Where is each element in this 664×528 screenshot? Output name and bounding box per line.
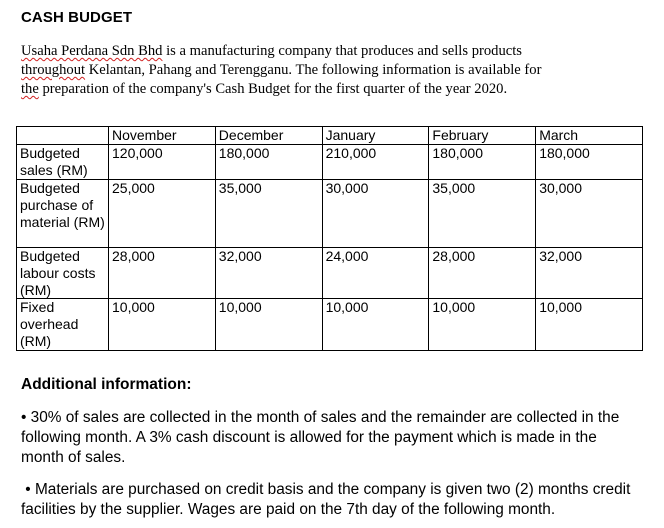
table-row-labour bbox=[17, 248, 643, 299]
row-label: Budgeted purchase of material (RM) bbox=[17, 180, 109, 248]
table-cell: 32,000 bbox=[536, 248, 643, 299]
table-cell: 10,000 bbox=[536, 299, 643, 350]
month-header: March bbox=[536, 127, 643, 145]
month-header: December bbox=[215, 127, 322, 145]
table-cell: 25,000 bbox=[109, 180, 216, 248]
bullet-item bbox=[21, 480, 641, 520]
intro-line-1: is a manufacturing company that produces and sells products bbox=[162, 43, 522, 59]
intro-line-3: preparation of the company's Cash Budget for the first quarter of the year 2020. bbox=[38, 81, 508, 97]
intro-word-throughout: throughout bbox=[21, 62, 86, 78]
budget-table bbox=[16, 126, 643, 351]
table-cell: 35,000 bbox=[215, 180, 322, 248]
month-header: February bbox=[429, 127, 536, 145]
table-cell: 120,000 bbox=[109, 145, 216, 180]
bullet-dot: • bbox=[21, 409, 31, 426]
company-name: Usaha Perdana Sdn Bhd bbox=[21, 43, 163, 59]
table-cell: 28,000 bbox=[109, 248, 216, 299]
table-header-row bbox=[17, 127, 643, 145]
month-header: January bbox=[322, 127, 429, 145]
table-cell: 32,000 bbox=[215, 248, 322, 299]
bullet-dot: • bbox=[25, 481, 35, 498]
month-header: November bbox=[109, 127, 216, 145]
table-row-sales bbox=[17, 145, 643, 180]
bullet-text: Materials are purchased on credit basis and the company is given two (2) months credit facilities by the supplier. Wages are paid on the 7th day of the following month. bbox=[21, 481, 631, 518]
intro-word-the: the bbox=[21, 81, 39, 97]
additional-info-heading: Additional information: bbox=[21, 376, 192, 393]
intro-line-2: Kelantan, Pahang and Terengganu. The following information is available for bbox=[85, 62, 542, 78]
document-title: CASH BUDGET bbox=[21, 9, 133, 26]
table-cell: 10,000 bbox=[109, 299, 216, 350]
table-cell: 30,000 bbox=[536, 180, 643, 248]
table-cell: 210,000 bbox=[322, 145, 429, 180]
row-label: Budgeted sales (RM) bbox=[17, 145, 109, 180]
table-cell: 28,000 bbox=[429, 248, 536, 299]
table-cell: 180,000 bbox=[215, 145, 322, 180]
table-cell: 30,000 bbox=[322, 180, 429, 248]
intro-paragraph bbox=[21, 42, 631, 99]
table-cell: 10,000 bbox=[215, 299, 322, 350]
table-cell: 24,000 bbox=[322, 248, 429, 299]
row-label: Fixed overhead (RM) bbox=[17, 299, 109, 350]
table-cell: 180,000 bbox=[429, 145, 536, 180]
table-cell: 10,000 bbox=[322, 299, 429, 350]
bullet-item bbox=[21, 408, 641, 468]
bullet-text: 30% of sales are collected in the month of sales and the remainder are collected in the following month. A 3% cash discount is allowed for the payment which is made in the month of sales. bbox=[21, 409, 620, 466]
table-cell: 35,000 bbox=[429, 180, 536, 248]
table-cell: 10,000 bbox=[429, 299, 536, 350]
table-cell: 180,000 bbox=[536, 145, 643, 180]
row-label: Budgeted labour costs (RM) bbox=[17, 248, 109, 299]
table-row-overhead bbox=[17, 299, 643, 350]
table-row-purchase bbox=[17, 180, 643, 248]
table-corner-cell bbox=[17, 127, 109, 145]
